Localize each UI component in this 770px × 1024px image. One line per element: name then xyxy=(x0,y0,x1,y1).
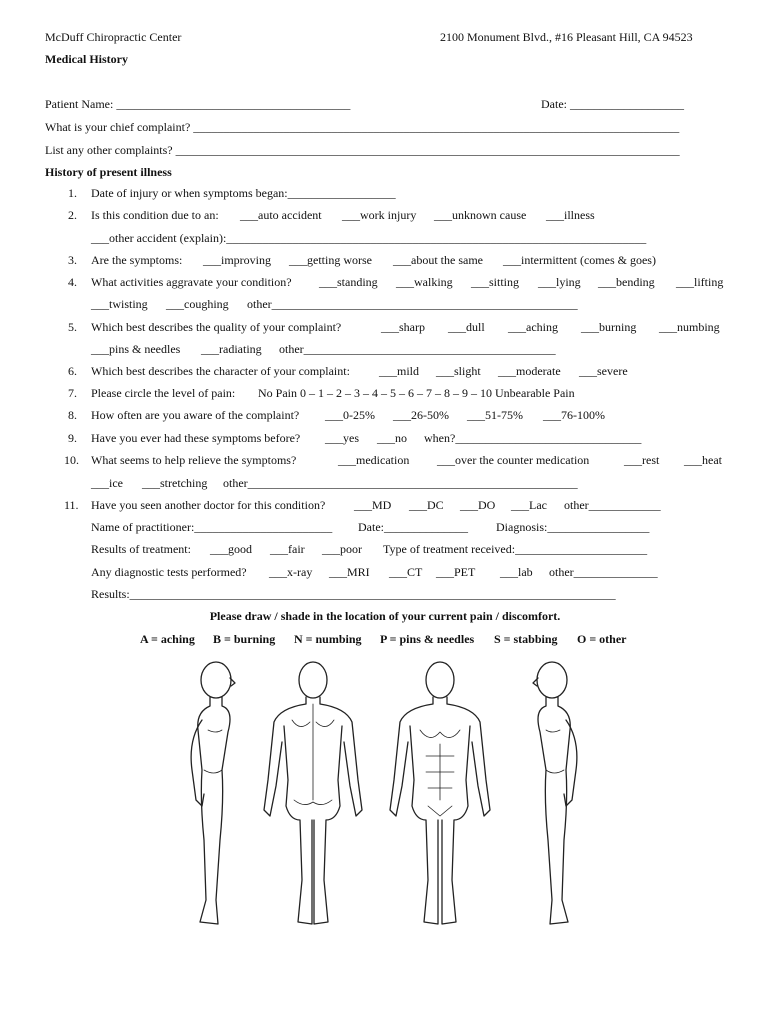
question-label: Which best describes the character of your complaint: xyxy=(91,364,350,378)
option-unknown-cause[interactable]: ___unknown cause xyxy=(434,208,527,222)
aggravate-other-field[interactable]: other___________________________________________________ xyxy=(247,297,578,311)
item-number: 2. xyxy=(68,208,77,222)
tests-other-field[interactable]: other______________ xyxy=(549,565,658,579)
item-number: 3. xyxy=(68,253,77,267)
injury-date-field[interactable]: Date of injury or when symptoms began:__________________ xyxy=(91,186,396,200)
option-illness[interactable]: ___illness xyxy=(546,208,595,222)
item-number: 7. xyxy=(68,386,77,400)
item-number: 8. xyxy=(68,408,77,422)
option-dull[interactable]: ___dull xyxy=(448,320,485,334)
other-accident-field[interactable]: ___other accident (explain):______________________________________________________________________ xyxy=(91,231,647,245)
option-walking[interactable]: ___walking xyxy=(396,275,453,289)
option-xray[interactable]: ___x-ray xyxy=(269,565,313,579)
option-pins-needles[interactable]: ___pins & needles xyxy=(91,342,181,356)
option-severe[interactable]: ___severe xyxy=(579,364,628,378)
chief-complaint-field[interactable]: What is your chief complaint? _________________________________________________________________________________ xyxy=(45,120,680,134)
item-number: 5. xyxy=(68,320,77,334)
legend-other: O = other xyxy=(577,632,627,646)
results-field[interactable]: Results:_________________________________________________________________________________ xyxy=(91,587,616,601)
option-improving[interactable]: ___improving xyxy=(203,253,271,267)
option-do[interactable]: ___DO xyxy=(460,498,496,512)
option-twisting[interactable]: ___twisting xyxy=(91,297,148,311)
option-getting-worse[interactable]: ___getting worse xyxy=(289,253,372,267)
pain-scale[interactable]: No Pain 0 – 1 – 2 – 3 – 4 – 5 – 6 – 7 – 8 – 9 – 10 Unbearable Pain xyxy=(258,386,575,400)
question-label: Have you ever had these symptoms before? xyxy=(91,431,301,445)
relieve-other-field[interactable]: other_______________________________________________________ xyxy=(223,476,578,490)
question-label: Which best describes the quality of your complaint? xyxy=(91,320,342,334)
option-ice[interactable]: ___ice xyxy=(91,476,123,490)
practitioner-date-field[interactable]: Date:______________ xyxy=(358,520,468,534)
option-coughing[interactable]: ___coughing xyxy=(166,297,229,311)
option-dc[interactable]: ___DC xyxy=(409,498,444,512)
option-sitting[interactable]: ___sitting xyxy=(471,275,520,289)
legend-numbing: N = numbing xyxy=(294,632,362,646)
item-number: 9. xyxy=(68,431,77,445)
option-radiating[interactable]: ___radiating xyxy=(201,342,262,356)
option-mild[interactable]: ___mild xyxy=(379,364,420,378)
patient-name-field[interactable]: Patient Name: _______________________________________ xyxy=(45,97,351,111)
option-aching[interactable]: ___aching xyxy=(508,320,558,334)
item-number: 10. xyxy=(64,453,79,467)
item-number: 11. xyxy=(64,498,79,512)
option-work-injury[interactable]: ___work injury xyxy=(342,208,417,222)
question-label: What seems to help relieve the symptoms? xyxy=(91,453,297,467)
diagnosis-field[interactable]: Diagnosis:_________________ xyxy=(496,520,650,534)
option-stretching[interactable]: ___stretching xyxy=(142,476,208,490)
option-0-25[interactable]: ___0-25% xyxy=(325,408,375,422)
legend-burning: B = burning xyxy=(213,632,276,646)
option-yes[interactable]: ___yes xyxy=(325,431,359,445)
body-figure-front[interactable] xyxy=(382,660,502,930)
question-label: What activities aggravate your condition? xyxy=(91,275,292,289)
option-lac[interactable]: ___Lac xyxy=(511,498,547,512)
item-number: 4. xyxy=(68,275,77,289)
option-good[interactable]: ___good xyxy=(210,542,252,556)
body-figure-left-side[interactable] xyxy=(510,660,590,930)
option-26-50[interactable]: ___26-50% xyxy=(393,408,449,422)
option-sharp[interactable]: ___sharp xyxy=(381,320,425,334)
question-label: Are the symptoms: xyxy=(91,253,183,267)
option-standing[interactable]: ___standing xyxy=(319,275,378,289)
item-number: 6. xyxy=(68,364,77,378)
body-figure-right-side[interactable] xyxy=(178,660,258,930)
option-moderate[interactable]: ___moderate xyxy=(498,364,561,378)
option-slight[interactable]: ___slight xyxy=(436,364,481,378)
quality-other-field[interactable]: other__________________________________________ xyxy=(279,342,556,356)
question-label: Is this condition due to an: xyxy=(91,208,219,222)
date-field[interactable]: Date: ___________________ xyxy=(541,97,684,111)
question-label: Results of treatment: xyxy=(91,542,191,556)
history-heading: History of present illness xyxy=(45,165,172,179)
option-burning[interactable]: ___burning xyxy=(581,320,637,334)
question-label: Any diagnostic tests performed? xyxy=(91,565,247,579)
option-heat[interactable]: ___heat xyxy=(684,453,722,467)
option-poor[interactable]: ___poor xyxy=(322,542,362,556)
option-rest[interactable]: ___rest xyxy=(624,453,660,467)
option-numbing[interactable]: ___numbing xyxy=(659,320,720,334)
question-label: Have you seen another doctor for this condition? xyxy=(91,498,326,512)
pain-drawing-instruction: Please draw / shade in the location of your current pain / discomfort. xyxy=(209,609,561,623)
form-title: Medical History xyxy=(45,52,128,66)
option-about-same[interactable]: ___about the same xyxy=(393,253,483,267)
option-mri[interactable]: ___MRI xyxy=(329,565,370,579)
question-label: How often are you aware of the complaint? xyxy=(91,408,300,422)
option-lying[interactable]: ___lying xyxy=(538,275,581,289)
treatment-type-field[interactable]: Type of treatment received:______________________ xyxy=(383,542,648,556)
doctor-other-field[interactable]: other____________ xyxy=(564,498,661,512)
option-lab[interactable]: ___lab xyxy=(500,565,533,579)
option-medication[interactable]: ___medication xyxy=(338,453,410,467)
clinic-name: McDuff Chiropractic Center xyxy=(45,30,182,44)
option-lifting[interactable]: ___lifting xyxy=(676,275,724,289)
practitioner-name-field[interactable]: Name of practitioner:_______________________ xyxy=(91,520,333,534)
question-label: Please circle the level of pain: xyxy=(91,386,236,400)
option-auto-accident[interactable]: ___auto accident xyxy=(240,208,322,222)
when-field[interactable]: when?_______________________________ xyxy=(424,431,642,445)
option-pet[interactable]: ___PET xyxy=(436,565,476,579)
item-number: 1. xyxy=(68,186,77,200)
option-bending[interactable]: ___bending xyxy=(598,275,655,289)
other-complaints-field[interactable]: List any other complaints? ____________________________________________________________________________________ xyxy=(45,143,680,157)
option-fair[interactable]: ___fair xyxy=(270,542,305,556)
option-no[interactable]: ___no xyxy=(377,431,407,445)
option-intermittent[interactable]: ___intermittent (comes & goes) xyxy=(503,253,656,267)
option-md[interactable]: ___MD xyxy=(354,498,392,512)
body-figure-back[interactable] xyxy=(258,660,368,930)
legend-stabbing: S = stabbing xyxy=(494,632,558,646)
legend-pins-needles: P = pins & needles xyxy=(380,632,475,646)
clinic-address: 2100 Monument Blvd., #16 Pleasant Hill, CA 94523 xyxy=(440,30,693,44)
option-otc-medication[interactable]: ___over the counter medication xyxy=(437,453,590,467)
option-76-100[interactable]: ___76-100% xyxy=(543,408,605,422)
legend-aching: A = aching xyxy=(140,632,195,646)
option-51-75[interactable]: ___51-75% xyxy=(467,408,523,422)
option-ct[interactable]: ___CT xyxy=(389,565,423,579)
